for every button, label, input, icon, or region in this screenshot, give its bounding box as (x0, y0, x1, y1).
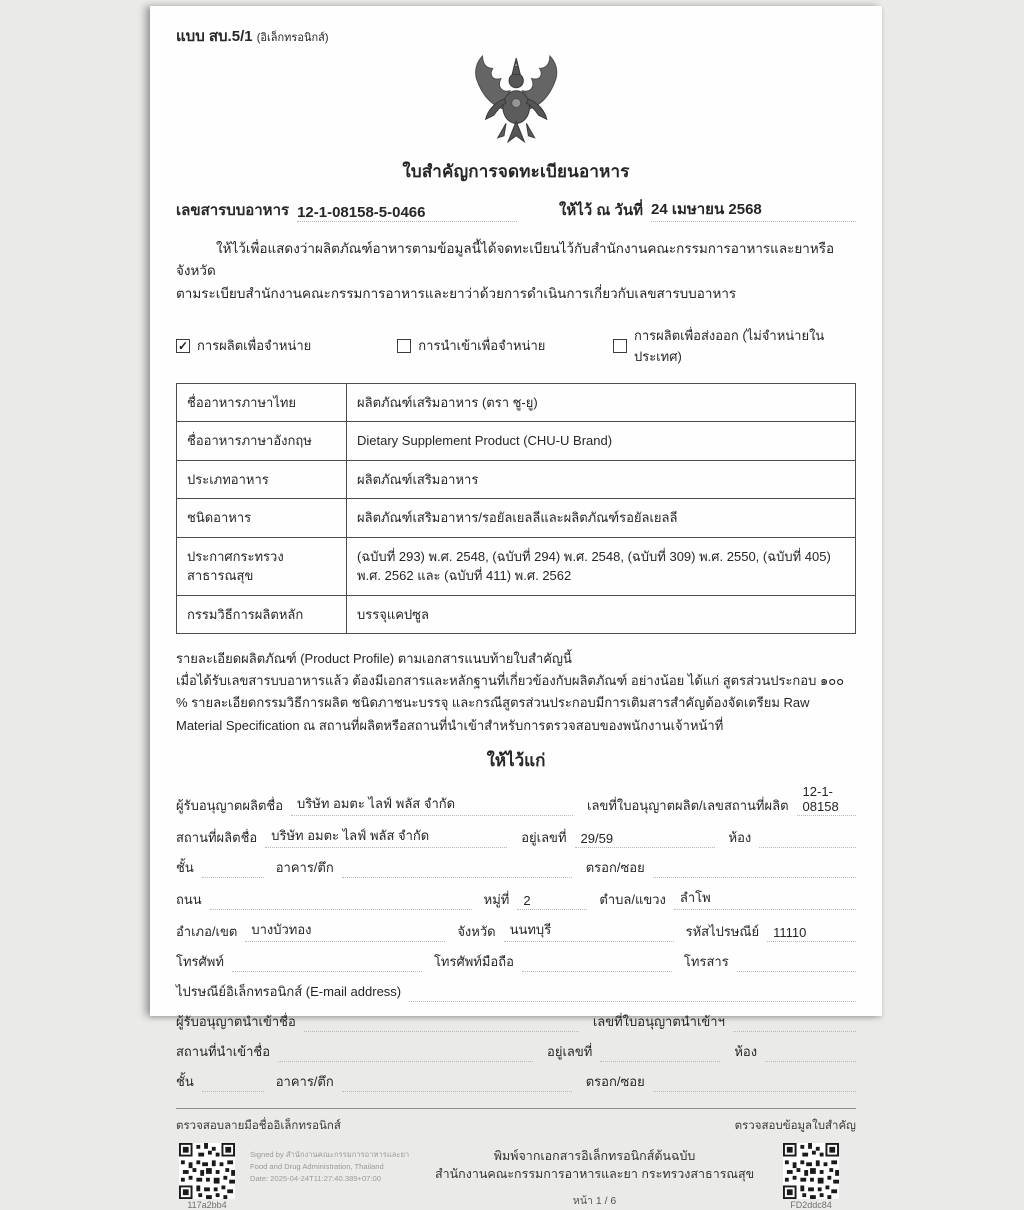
row-label: ชนิดอาหาร (177, 499, 347, 538)
checkbox-label: การผลิตเพื่อจำหน่าย (197, 338, 312, 354)
importer-name-label: ผู้รับอนุญาตนำเข้าชื่อ (176, 1013, 296, 1029)
form-row-import-site (176, 1041, 856, 1062)
form-row-producer (176, 784, 856, 816)
production-license-field[interactable]: 12-1-08158 (797, 784, 856, 816)
importer-name-field[interactable] (304, 1016, 579, 1032)
checkbox-produce-for-sale[interactable] (176, 325, 397, 367)
house-number-field[interactable]: 29/59 (575, 831, 715, 848)
import-room-label: ห้อง (734, 1043, 758, 1059)
room-label: ห้อง (728, 829, 752, 845)
data-qr-code: FD2ddc84 (790, 1199, 832, 1210)
lane-label: ตรอก/ซอย (585, 859, 645, 875)
floor-label: ชั้น (176, 859, 194, 875)
signature-qr-icon[interactable] (179, 1143, 235, 1199)
digital-signature-info (250, 1149, 409, 1185)
table-row (177, 499, 856, 538)
verify-signature-label: ตรวจสอบลายมือชื่ออิเล็กทรอนิกส์ (176, 1119, 341, 1132)
import-floor-field[interactable] (202, 1076, 264, 1092)
row-value: Dietary Supplement Product (CHU-U Brand) (347, 422, 856, 461)
import-building-field[interactable] (342, 1076, 572, 1092)
row-label: ประกาศกระทรวงสาธารณสุข (177, 537, 347, 595)
checkbox-import-for-sale[interactable] (397, 325, 613, 367)
site-name-label: สถานที่ผลิตชื่อ (176, 829, 258, 845)
import-site-label: สถานที่นำเข้าชื่อ (176, 1043, 271, 1059)
phone-field[interactable] (232, 956, 422, 972)
checkbox-checked-icon[interactable]: ✓ (177, 338, 189, 353)
form-row-production-site (176, 825, 856, 848)
mobile-label: โทรศัพท์มือถือ (433, 953, 514, 969)
import-floor-label: ชั้น (176, 1073, 194, 1089)
phone-label: โทรศัพท์ (176, 953, 224, 969)
road-label: ถนน (176, 891, 202, 907)
import-building-label: อาคาร/ตึก (275, 1073, 334, 1089)
postal-code-label: รหัสไปรษณีย์ (685, 923, 760, 939)
house-number-label: อยู่เลขที่ (521, 829, 567, 845)
import-house-number-field[interactable] (600, 1046, 720, 1062)
moo-field[interactable]: 2 (517, 893, 587, 910)
form-code (176, 24, 856, 48)
import-license-field[interactable] (733, 1016, 856, 1032)
row-value: ผลิตภัณฑ์เสริมอาหาร/รอยัลเยลลีและผลิตภัณฑ์รอยัลเยลลี (347, 499, 856, 538)
signed-org-line: Food and Drug Administration, Thailand (250, 1161, 384, 1171)
data-qr-icon[interactable] (783, 1143, 839, 1199)
row-label: ชื่ออาหารภาษาอังกฤษ (177, 422, 347, 461)
production-license-label: เลขที่ใบอนุญาตผลิต/เลขสถานที่ผลิต (587, 797, 789, 813)
footer-divider (176, 1108, 856, 1109)
form-row-district (176, 919, 856, 942)
form-row-road (176, 887, 856, 910)
product-profile-note (176, 648, 856, 736)
import-site-field[interactable] (278, 1046, 533, 1062)
print-origin-note (409, 1147, 780, 1210)
certificate-page (150, 6, 882, 1210)
import-lane-field[interactable] (653, 1076, 856, 1092)
issue-date-value: 24 เมษายน 2568 (651, 197, 856, 222)
building-field[interactable] (342, 862, 572, 878)
checkbox-label: การนำเข้าเพื่อจำหน่าย (418, 338, 546, 354)
checkbox-unchecked-icon[interactable] (613, 339, 627, 353)
subdistrict-label: ตำบล/แขวง (599, 891, 666, 907)
floor-field[interactable] (202, 862, 264, 878)
form-row-phone (176, 951, 856, 972)
import-lane-label: ตรอก/ซอย (585, 1073, 645, 1089)
footer-qr-zone (176, 1143, 856, 1210)
import-house-number-label: อยู่เลขที่ (547, 1043, 593, 1059)
page-number: หน้า 1 / 6 (572, 1195, 617, 1208)
distribution-type-checkboxes (176, 325, 856, 367)
profile-note-line-2: เมื่อได้รับเลขสารบบอาหารแล้ว ต้องมีเอกสารและหลักฐานที่เกี่ยวข้องกับผลิตภัณฑ์ อย่างน้อย ได้แก่ สูตรส่วนประกอบ ๑๐๐ % รายละเอียดกรรมวิธีการผลิต ชนิดภาชนะบรรจุ และกรณีสูตรส่วนประกอบมีการเติมสารสำคัญต้องจัดเตรียม Raw Material Specification ณ สถานที่ผลิตหรือสถานที่นำเข้าสำหรับการตรวจสอบของพนักงานเจ้าหน้าที่ (176, 673, 845, 733)
verify-data-label: ตรวจสอบข้อมูลใบสำคัญ (734, 1119, 856, 1132)
form-row-import-floor-building (176, 1071, 856, 1092)
intro-paragraph (176, 238, 856, 305)
row-label: กรรมวิธีการผลิตหลัก (177, 595, 347, 634)
intro-line-1: ให้ไว้เพื่อแสดงว่าผลิตภัณฑ์อาหารตามข้อมูลนี้ได้จดทะเบียนไว้กับสำนักงานคณะกรรมการอาหารและยาหรือจังหวัด (176, 241, 835, 279)
issued-to-heading: ให้ไว้แก่ (486, 750, 546, 770)
signature-qr-code: 117a2bb4 (187, 1199, 227, 1210)
page-title: ใบสำคัญการจดทะเบียนอาหาร (402, 162, 630, 181)
row-value: บรรจุแคปซูล (347, 595, 856, 634)
row-label: ประเภทอาหาร (177, 460, 347, 499)
province-label: จังหวัด (457, 923, 496, 939)
issue-date-label: ให้ไว้ ณ วันที่ (559, 202, 643, 219)
district-field[interactable]: บางบัวทอง (245, 919, 445, 942)
table-row (177, 595, 856, 634)
profile-note-line-1: รายละเอียดผลิตภัณฑ์ (Product Profile) ตามเอกสารแนบท้ายใบสำคัญนี้ (176, 651, 572, 667)
row-value: ผลิตภัณฑ์เสริมอาหาร (ตรา ชู-ยู) (347, 383, 856, 422)
verify-labels (176, 1117, 856, 1135)
form-row-email (176, 981, 856, 1002)
registration-number-value: 12-1-08158-5-0466 (297, 204, 517, 222)
form-row-floor-building (176, 857, 856, 878)
checkbox-produce-for-export[interactable] (613, 325, 856, 367)
subdistrict-field[interactable]: ลำโพ (674, 887, 856, 910)
registration-number-label: เลขสารบบอาหาร (176, 202, 290, 219)
site-name-field[interactable]: บริษัท อมตะ ไลฟ์ พลัส จำกัด (265, 825, 507, 848)
form-code-suffix: (อิเล็กทรอนิกส์) (256, 32, 329, 44)
road-field[interactable] (210, 894, 472, 910)
email-field[interactable] (409, 986, 856, 1002)
data-qr-block (780, 1143, 842, 1210)
fax-label: โทรสาร (683, 953, 729, 969)
table-row (177, 422, 856, 461)
issued-to-form (176, 784, 856, 1092)
moo-label: หมู่ที่ (483, 891, 510, 907)
row-label: ชื่ออาหารภาษาไทย (177, 383, 347, 422)
org-line: สำนักงานคณะกรรมการอาหารและยา กระทรวงสาธารณสุข (434, 1167, 755, 1182)
mobile-field[interactable] (522, 956, 672, 972)
room-field[interactable] (759, 832, 856, 848)
table-row (177, 383, 856, 422)
product-detail-table (176, 383, 856, 635)
producer-name-field[interactable]: บริษัท อมตะ ไลฟ์ พลัส จำกัด (291, 793, 573, 816)
signed-date-line: Date: 2025-04-24T11:27:40.389+07:00 (250, 1173, 381, 1183)
district-label: อำเภอ/เขต (176, 923, 238, 939)
table-row (177, 537, 856, 595)
lane-field[interactable] (653, 862, 856, 878)
form-code-text: แบบ สบ.5/1 (176, 28, 253, 45)
building-label: อาคาร/ตึก (275, 859, 334, 875)
checkbox-label: การผลิตเพื่อส่งออก (ไม่จำหน่ายในประเทศ) (633, 327, 825, 364)
signature-qr-block (176, 1143, 238, 1210)
import-license-label: เลขที่ใบอนุญาตนำเข้าฯ (592, 1013, 725, 1029)
intro-line-2: ตามระเบียบสำนักงานคณะกรรมการอาหารและยาว่าด้วยการดำเนินการเกี่ยวกับเลขสารบบอาหาร (176, 285, 737, 301)
postal-code-field[interactable]: 11110 (767, 925, 856, 942)
table-row (177, 460, 856, 499)
signed-by-line: Signed by สำนักงานคณะกรรมการอาหารและยา (250, 1149, 410, 1159)
garuda-emblem-icon (455, 50, 577, 152)
row-value: ผลิตภัณฑ์เสริมอาหาร (347, 460, 856, 499)
registration-line (176, 197, 856, 222)
import-room-field[interactable] (765, 1046, 856, 1062)
form-row-importer (176, 1011, 856, 1032)
province-field[interactable]: นนทบุรี (504, 919, 674, 942)
email-label: ไปรษณีย์อิเล็กทรอนิกส์ (E-mail address) (176, 983, 402, 999)
row-value: (ฉบับที่ 293) พ.ศ. 2548, (ฉบับที่ 294) พ.ศ. 2548, (ฉบับที่ 309) พ.ศ. 2550, (ฉบับที่ 405) พ.ศ. 2562 และ (ฉบับที่ 411) พ.ศ. 2562 (347, 537, 856, 595)
producer-name-label: ผู้รับอนุญาตผลิตชื่อ (176, 797, 284, 813)
fax-field[interactable] (737, 956, 856, 972)
checkbox-unchecked-icon[interactable] (397, 339, 411, 353)
garuda-emblem (176, 50, 856, 154)
print-note: พิมพ์จากเอกสารอิเล็กทรอนิกส์ต้นฉบับ (493, 1148, 696, 1163)
